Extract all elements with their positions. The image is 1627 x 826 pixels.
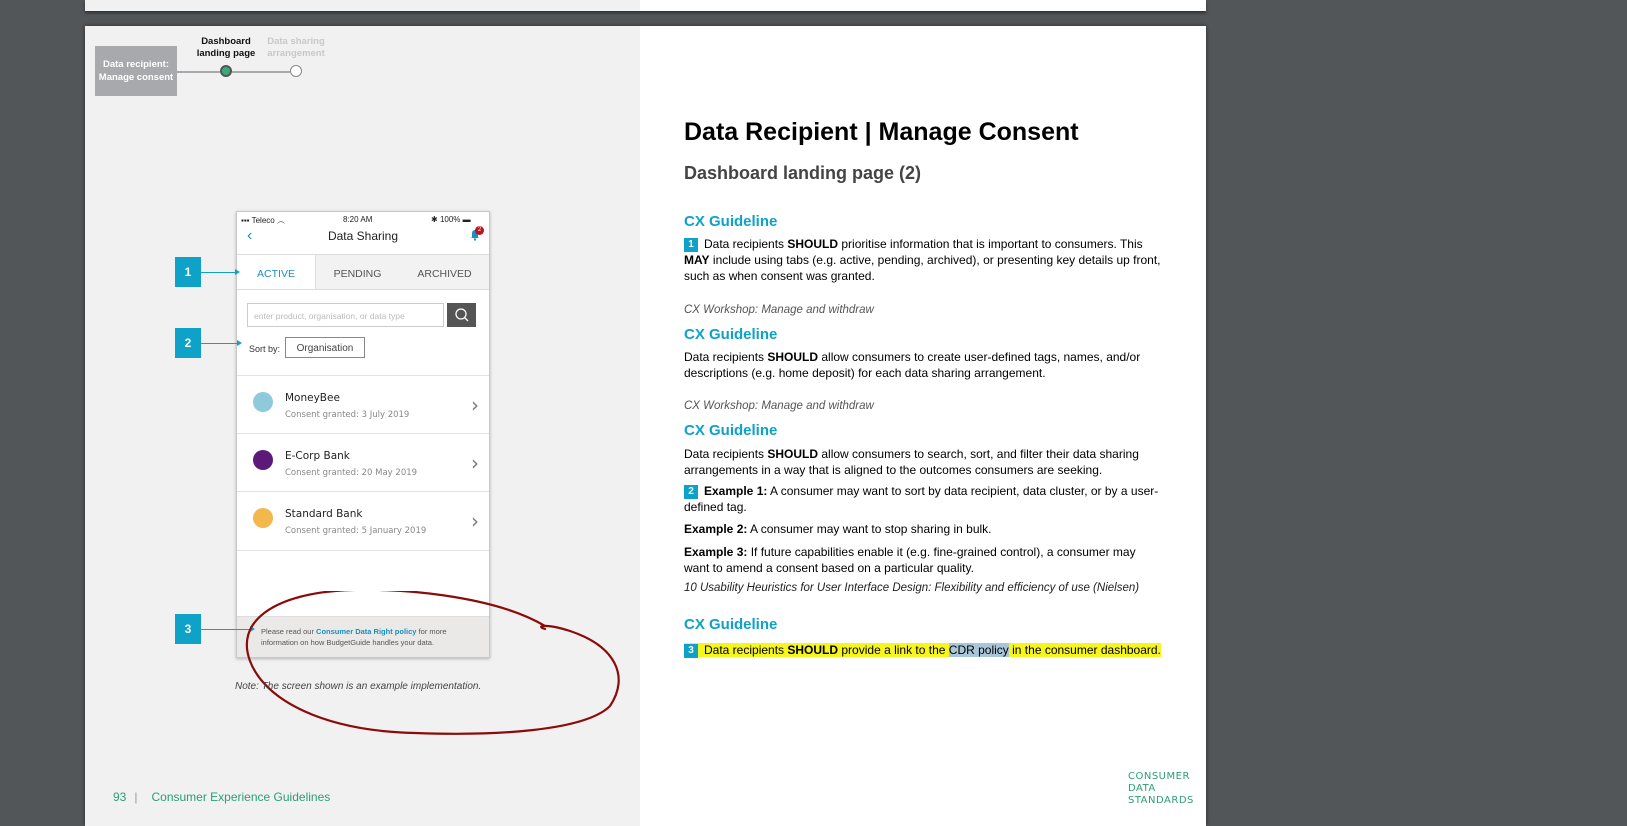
stepper-next-label: Data sharing arrangement	[267, 36, 325, 59]
example-note: Note: The screen shown is an example implementation.	[235, 681, 482, 692]
list-item-title: Standard Bank	[285, 508, 363, 520]
search-input[interactable]: enter product, organisation, or data type	[247, 303, 444, 327]
list-item-title: MoneyBee	[285, 392, 340, 404]
callout-connector	[201, 343, 238, 344]
consumer-data-standards-logo: CONSUMER DATA STANDARDS	[1128, 771, 1194, 806]
guideline-badge: 2	[684, 485, 698, 499]
policy-link[interactable]: Consumer Data Right policy	[316, 627, 417, 636]
guideline-heading: CX Guideline	[684, 326, 778, 343]
stepper-current-label: Dashboard landing page	[196, 36, 256, 59]
stepper-current-dot	[220, 65, 232, 77]
guideline-reference: 10 Usability Heuristics for User Interface Design: Flexibility and efficiency of use (Nielsen)	[684, 582, 1140, 594]
guideline-example: Example 3: If future capabilities enable it (e.g. fine-grained control), a consumer may want to amend a consent based on a particular quality.	[684, 545, 1136, 575]
previous-page-edge	[85, 0, 1206, 11]
search-icon	[447, 303, 476, 327]
guideline-text: Data recipients SHOULD allow consumers to search, sort, and filter their data sharing arrangements in a way that is aligned to the outcomes consumers are seeking.	[684, 447, 1139, 477]
battery: ✱ 100% ▬	[431, 215, 471, 224]
status-bar	[237, 212, 489, 226]
selected-text: CDR policy	[948, 643, 1009, 657]
guideline-example: 2 Example 1: A consumer may want to sort by data recipient, data cluster, or by a user-defined tag.	[684, 484, 1159, 514]
clock: 8:20 AM	[343, 215, 373, 224]
chevron-right-icon: ›	[471, 451, 479, 475]
document-page	[85, 26, 1206, 826]
notification-badge: 2	[475, 226, 484, 235]
stepper-line	[232, 71, 290, 73]
search-button[interactable]	[447, 303, 476, 327]
highlighted-text: 3 Data recipients SHOULD provide a link to the CDR policy in the consumer dashboard.	[684, 643, 1161, 657]
callout-arrow	[235, 269, 240, 275]
page-title: Data Recipient | Manage Consent	[684, 118, 1079, 146]
page-subtitle: Dashboard landing page (2)	[684, 163, 922, 183]
left-panel	[85, 26, 640, 826]
guideline-reference: CX Workshop: Manage and withdraw	[684, 400, 874, 412]
guideline-text: 1 Data recipients SHOULD prioritise information that is important to consumers. This MAY include using tabs (e.g. active, pending, archived), or presenting key details up front, such as when consent was granted.	[684, 237, 1161, 283]
list-item-title: E-Corp Bank	[285, 450, 350, 462]
chevron-right-icon: ›	[471, 509, 479, 533]
stepper-next-dot	[290, 65, 302, 77]
guideline-badge: 1	[684, 238, 698, 252]
guideline-heading: CX Guideline	[684, 422, 778, 439]
tab-pending[interactable]: PENDING	[333, 268, 382, 280]
guideline-example: Example 2: A consumer may want to stop sharing in bulk.	[684, 522, 992, 536]
tab-active[interactable]: ACTIVE	[237, 255, 316, 289]
carrier: ▪▪▪ Teleco ︵	[241, 216, 285, 225]
screen-title: Data Sharing	[327, 229, 399, 243]
guideline-badge: 3	[684, 644, 698, 658]
list-item-subtitle: Consent granted: 5 January 2019	[285, 526, 427, 536]
guideline-text	[684, 642, 1164, 658]
callout-connector	[201, 272, 236, 273]
list-item[interactable]	[237, 433, 489, 492]
sort-label: Sort by:	[249, 344, 281, 354]
hand-drawn-circle-annotation	[245, 591, 635, 741]
stepper-start-label: Data recipient: Manage consent	[98, 59, 174, 83]
callout-badge: 3	[175, 614, 201, 644]
callout-connector	[201, 629, 251, 630]
tab-bar	[237, 254, 489, 290]
chevron-right-icon: ›	[471, 393, 479, 417]
callout-badge: 2	[175, 328, 201, 358]
sort-select[interactable]: Organisation	[285, 337, 365, 358]
guideline-reference: CX Workshop: Manage and withdraw	[684, 304, 874, 316]
org-logo-icon	[253, 508, 273, 528]
list-item-subtitle: Consent granted: 20 May 2019	[285, 468, 418, 478]
list-item[interactable]	[237, 491, 489, 551]
policy-notice: Please read our Consumer Data Right policy for more information on how BudgetGuide handles your data.	[261, 627, 447, 647]
guideline-heading: CX Guideline	[684, 616, 778, 633]
list-item[interactable]	[237, 375, 489, 434]
callout-arrow	[237, 340, 242, 346]
stepper-line	[177, 71, 220, 73]
guideline-text: Data recipients SHOULD allow consumers to create user-defined tags, names, and/or descriptions (e.g. home deposit) for each data sharing arrangement.	[684, 350, 1141, 380]
document-title: Consumer Experience Guidelines	[151, 790, 331, 804]
page-number: 93	[113, 790, 127, 804]
stepper-start-box	[95, 46, 177, 96]
tab-archived[interactable]: ARCHIVED	[417, 268, 472, 280]
list-item-subtitle: Consent granted: 3 July 2019	[285, 410, 410, 420]
org-logo-icon	[253, 392, 273, 412]
org-logo-icon	[253, 450, 273, 470]
callout-badge: 1	[175, 257, 201, 287]
page-footer: 93 | Consumer Experience Guidelines	[113, 790, 331, 804]
back-arrow-icon[interactable]: ‹	[247, 227, 253, 244]
guideline-heading: CX Guideline	[684, 213, 778, 230]
